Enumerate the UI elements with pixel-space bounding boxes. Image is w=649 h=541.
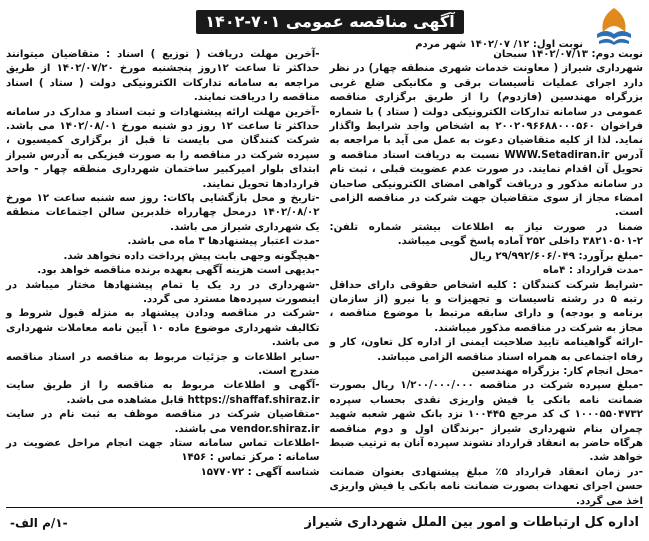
left-paragraph: -بدیهی است هزینه آگهی بعهده برنده مناقصه خواهد بود.: [37, 265, 320, 277]
right-paragraph: شهرداری شیراز ( معاونت خدمات شهری منطقه چهار) در نظر دارد اجرای عملیات تأسیسات برقی و مکانیکی ضلع غربی بزرگراه مهندسین (فازدوم) را از طریق برگزاری مناقصه عمومی در سامانه تدارکات الکترونیکی دولت ( ستاد ) با شماره فراخوان ۲۰۰۲۰۹۶۶۸۸۰۰۰۵۶۰ به اشخاص واجد شرایط واگذار نماید. لذا از کلیه متقاضیان دعوت به عمل می آید با مراجعه به آدرس WWW.Setadiran.ir نسبت به دریافت اسناد مناقصه و تحویل آن اقدام نمایند. در صورت عدم عضویت قبلی ، ثبت نام در سامانه مذکور و دریافت گواهی امضای الکترونیکی صاحبان امضاء مجاز از سوی متقاضیان جهت شرکت در مناقصه الزامی است.: [329, 63, 643, 219]
left-paragraph: -شرکت در مناقصه ودادن پیشنهاد به منزله قبول شروط و تکالیف شهرداری موضوع ماده ۱۰ آیین نامه معاملات شهرداری می باشد.: [6, 308, 320, 349]
shiraz-municipality-logo-icon: [587, 4, 641, 48]
notice-id: شناسه آگهی : ۱۵۷۷۰۷۲: [200, 466, 320, 478]
left-paragraph: -آخرین مهلت ارائه پیشنهادات و ثبت اسناد و مدارک در سامانه حداکثر تا ساعت ۱۲ روز دو شنبه مورخ ۱۴۰۲/۰۸/۰۱ می باشد. شرکت کنندگان می بایست تا قبل از برگزاری کمیسیون ، سپرده شرکت در مناقصه را به صورت فیزیکی به آدرس شیراز ابتدای بلوار امیرکبیر ساختمان شهرداری منطقه چهار - واحد قراردادها تحویل نمایند.: [6, 106, 320, 190]
reference-code: -۱/م الف-: [10, 515, 68, 530]
notice-body: [6, 48, 643, 507]
right-paragraph: ضمنا در صورت نیاز به اطلاعات بیشتر شماره تلفن: ۲-۳۸۲۱۰۵۰۱ داخلی ۲۵۲ آماده پاسخ گویی میباشد.: [329, 221, 643, 248]
right-paragraph: -شرایط شرکت کنندگان : کلیه اشخاص حقوقی دارای حداقل رتبه ۵ در رشته تاسیسات و تجهیزات و یا نیرو (از سازمان برنامه و بودجه) و دارای سابقه مرتبط با موضوع مناقصه ، مجاز به شرکت در مناقصه مذکور میباشند.: [329, 279, 643, 334]
department-name: اداره کل ارتباطات و امور بین الملل شهرداری شیراز: [304, 515, 639, 530]
notice-title: آگهی مناقصه عمومی ۷۰۱-۱۴۰۲: [196, 10, 464, 34]
right-paragraph: -محل انجام کار: بزرگراه مهندسین: [471, 365, 643, 377]
right-paragraph: -در زمان انعقاد قرارداد ۵٪ مبلغ پیشنهادی بعنوان ضمانت حسن اجرای تعهدات بصورت ضمانت نامه بانکی یا فیش واریزی اخذ می گردد.: [329, 466, 643, 507]
publish-first: نوبت اول: ۱۲/ ۱۴۰۲/۰۷ شهر مردم: [415, 39, 583, 50]
left-paragraph: -اطلاعات تماس سامانه ستاد جهت انجام مراحل عضویت در سامانه : مرکز تماس : ۱۴۵۶: [6, 437, 320, 464]
left-paragraph: -هیچگونه وجهی بابت پیش پرداخت داده نخواهد شد.: [63, 250, 320, 262]
left-paragraph: -آگهی و اطلاعات مربوط به مناقصه را از طریق سایت https://shaffaf.shiraz.ir قابل مشاهده می باشد.: [6, 380, 320, 406]
left-column: [6, 48, 320, 498]
right-paragraph: -مبلغ سپرده شرکت در مناقصه ۱/۲۰۰/۰۰۰/۰۰۰ ریال بصورت ضمانت نامه بانکی یا فیش واریزی نقدی بحساب سپرده ۱۰۰۰۵۵۰۴۷۳۲ ک کد مرجع ۱۰۰۴۴۵ نزد بانک شهر شعبه شهید چمران بنام شهرداری شیراز -برندگان اول و دوم مناقصه هرگاه حاضر به انعقاد قرارداد نشوند سپرده آنان به ترتیب ضبط خواهد شد.: [329, 380, 643, 464]
notice-footer: [6, 507, 643, 537]
right-paragraph: -مبلغ برآورد: ۲۹/۹۹۲/۶۰۶/۰۴۹ ریال: [469, 250, 643, 262]
right-paragraph: -ارائه گواهینامه تایید صلاحیت ایمنی از اداره کل تعاون، کار و رفاه اجتماعی به همراه اسناد مناقصه الزامی میباشد.: [329, 337, 643, 363]
right-paragraph: -مدت قرارداد : ۴ماه: [542, 265, 643, 277]
left-paragraph: -شهرداری در رد یک یا تمام پیشنهادها مختار میباشد در اینصورت سپرده‌ها مسترد می گردد.: [6, 279, 320, 305]
notice-header: [6, 4, 643, 50]
left-paragraph: -سایر اطلاعات و جزئیات مربوط به مناقصه در اسناد مناقصه مندرج است.: [6, 351, 320, 377]
left-paragraph: -تاریخ و محل بازگشایی پاکات: روز سه شنبه ساعت ۱۲ مورخ ۱۴۰۲/۰۸/۰۲ درمحل چهارراه خلدبرین سالن اجتماعات منطقه یک شهرداری شیراز می باشد.: [6, 193, 320, 233]
left-paragraph: -مدت اعتبار پیشنهادها ۳ ماه می باشد.: [127, 236, 320, 248]
publish-second: نوبت دوم: ۱۴۰۲/۰۷/۱۳ سبحان: [493, 49, 643, 60]
left-paragraph: -آخرین مهلت دریافت ( توزیع ) اسناد : متقاضیان میتوانند حداکثر تا ساعت ۱۲روز پنجشنبه مورخ ۱۴۰۲/۰۷/۲۰ از طریق مراجعه به سامانه تدارکات الکترونیکی دولت ( ستاد ) اسناد مناقصه را دریافت نمایند.: [6, 49, 320, 104]
right-column: [329, 48, 644, 507]
left-paragraph: -متقاضیان شرکت در مناقصه موظف به ثبت نام در سایت vendor.shiraz.ir می باشند.: [6, 409, 320, 435]
